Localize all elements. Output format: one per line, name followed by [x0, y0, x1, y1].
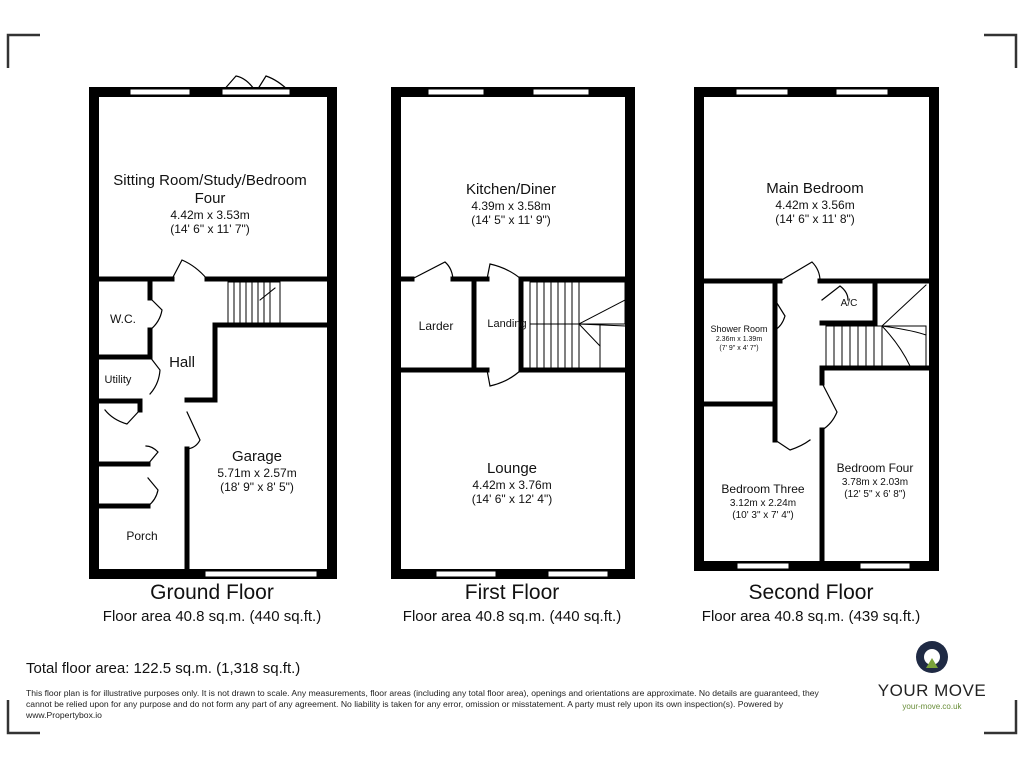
crop-marks	[8, 35, 1016, 733]
second-floor-plan	[699, 89, 934, 625]
garage-dim-ft: (18' 9" x 8' 5")	[220, 480, 294, 494]
main-bedroom-dim-ft: (14' 6" x 11' 8")	[775, 212, 855, 226]
sitting-room-dim-ft: (14' 6" x 11' 7")	[170, 222, 250, 236]
larder-label: Larder	[418, 319, 454, 333]
bedroom-four-dim-m: 3.78m x 2.03m	[841, 477, 909, 488]
lounge-dim-ft: (14' 6" x 12' 4")	[471, 492, 553, 506]
ground-floor-plan	[94, 76, 332, 625]
brand-url: your-move.co.uk	[902, 702, 962, 711]
sitting-room-dim-m: 4.42m x 3.53m	[170, 208, 250, 222]
second-floor-area: Floor area 40.8 sq.m. (439 sq.ft.)	[701, 608, 921, 625]
ac-label: A/C	[840, 298, 858, 309]
lounge-label: Lounge	[486, 460, 538, 477]
bedroom-four-dim-ft: (12' 5" x 6' 8")	[844, 489, 906, 500]
shower-room-dim-ft: (7' 9" x 4' 7")	[719, 345, 759, 352]
your-move-pin-icon	[915, 640, 949, 674]
ground-floor-title: Ground Floor	[150, 581, 274, 604]
wc-label: W.C.	[110, 312, 136, 326]
garage-dim-m: 5.71m x 2.57m	[217, 466, 297, 480]
porch-label: Porch	[126, 529, 158, 543]
ground-windows	[130, 89, 317, 577]
kitchen-dim-ft: (14' 5" x 11' 9")	[471, 213, 551, 227]
brand-name: YOUR MOVE	[877, 681, 987, 700]
bedroom-four-label: Bedroom Four	[836, 461, 914, 475]
ground-floor-area: Floor area 40.8 sq.m. (440 sq.ft.)	[102, 608, 322, 625]
garage-label: Garage	[231, 448, 283, 465]
lounge-dim-m: 4.42m x 3.76m	[472, 478, 552, 492]
disclaimer-text: This floor plan is for illustrative purposes only. It is not drawn to scale. Any measurements, floor areas (including any total floor area), openings and orientations are approximate. No details are guaranteed, they cannot be relied upon for any purpose and do not form any part of any agreement. No liability is taken for any error, omission or misstatement. A party must rely upon its own inspection(s). Powered by www.Propertybox.io	[26, 688, 819, 720]
sitting-room-label: Sitting Room/Study/Bedroom	[113, 172, 307, 189]
bedroom-three-dim-ft: (10' 3" x 7' 4")	[732, 510, 794, 521]
sitting-room-label-2: Four	[194, 190, 226, 207]
kitchen-label: Kitchen/Diner	[465, 181, 557, 198]
main-bedroom-dim-m: 4.42m x 3.56m	[775, 198, 855, 212]
utility-label: Utility	[104, 374, 132, 386]
hall-label: Hall	[169, 354, 195, 371]
total-floor-area: Total floor area: 122.5 sq.m. (1,318 sq.ft.)	[26, 660, 301, 677]
main-bedroom-label: Main Bedroom	[766, 180, 864, 197]
kitchen-dim-m: 4.39m x 3.58m	[471, 199, 551, 213]
second-floor-title: Second Floor	[748, 581, 874, 604]
bedroom-three-label: Bedroom Three	[721, 482, 805, 496]
shower-room-label: Shower Room	[710, 324, 768, 334]
brand-logo	[872, 640, 992, 710]
first-floor-plan	[396, 89, 630, 625]
first-floor-title: First Floor	[464, 581, 560, 604]
landing-label: Landing	[487, 318, 527, 330]
shower-room-dim-m: 2.36m x 1.39m	[715, 336, 763, 343]
first-floor-area: Floor area 40.8 sq.m. (440 sq.ft.)	[402, 608, 622, 625]
bedroom-three-dim-m: 3.12m x 2.24m	[729, 498, 797, 509]
